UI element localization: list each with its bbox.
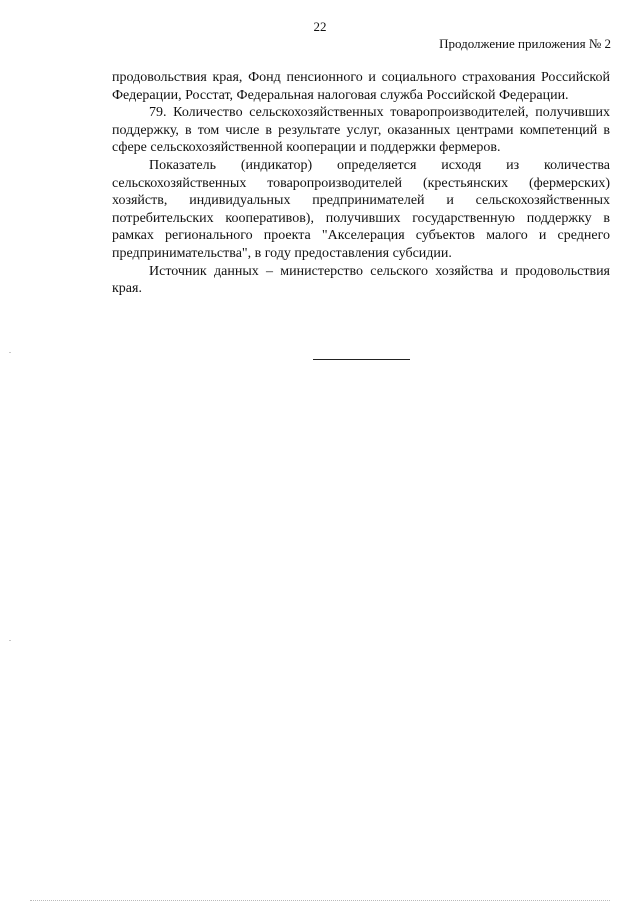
- appendix-continuation-label: Продолжение приложения № 2: [439, 36, 611, 51]
- paragraph-data-source: Источник данных – министерство сельского хозяйства и продовольствия края.: [112, 263, 610, 297]
- end-of-text-divider: [313, 359, 410, 360]
- scan-bottom-noise: [30, 900, 610, 901]
- paragraph-item-79: 79. Количество сельскохозяйственных товаропроизводителей, получивших поддержку, в том числе в результате услуг, оказанных центрами компетенций в сфере сельскохозяйственной кооперации и поддержки фермеров.: [112, 105, 610, 156]
- paragraph-data-sources: продовольствия края, Фонд пенсионного и социального страхования Российской Федерации, Росстат, Федеральная налоговая служба Российской Федерации.: [112, 70, 610, 103]
- scan-margin-mark: [9, 640, 11, 641]
- scan-margin-mark: [9, 352, 11, 353]
- paragraph-indicator-definition: Показатель (индикатор) определяется исходя из количества сельскохозяйственных товаропроизводителей (крестьянских (фермерских) хозяйств, индивидуальных предпринимателей и сельскохозяйственных потребительских кооперативов), получивших государственную поддержку в рамках регионального проекта "Акселерация субъектов малого и среднего предпринимательства", в году предоставления субсидии.: [112, 157, 610, 261]
- page-number: 22: [313, 19, 327, 34]
- document-body: [112, 69, 610, 298]
